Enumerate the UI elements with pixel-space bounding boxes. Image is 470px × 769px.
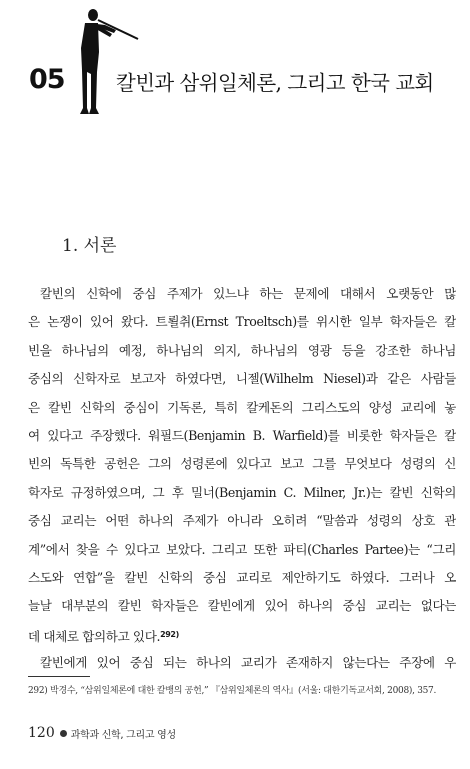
flute-player-silhouette-icon [70,8,140,114]
paragraph-line-text: 데 대체로 합의하고 있다. [28,628,161,644]
page-number: 120 [28,725,55,741]
paragraph-line: 중심의 신학자로 보고자 하였다면, 니젤(Wilhelm Niesel)과 같은 사람들 [28,371,456,387]
page-footer [28,725,176,741]
paragraph-line: 여 있다고 주장했다. 워필드(Benjamin B. Warfield)를 비롯한 학자들은 칼 [28,427,456,443]
paragraph-line: 칼빈의 신학에 중심 주제가 있느냐 하는 문제에 대해서 오랫동안 많 [40,286,456,301]
paragraph-line-last [28,621,456,649]
paragraph-line: 빈의 독특한 공헌은 그의 성령론에 있다고 보고 그를 무엇보다 성령의 신 [28,456,456,472]
paragraph-line: 빈을 하나님의 예정, 하나님의 의지, 하나님의 영광 등을 강조한 하나님 [28,342,456,358]
section-heading: 1. 서론 [62,236,117,256]
paragraph-line: 늘날 대부분의 칼빈 학자들은 칼빈에게 있어 하나의 중심 교리는 없다는 [28,598,456,614]
paragraph-line: 중심 교리는 어떤 하나의 주제가 아니라 오히려 “말씀과 성령의 상호 관 [28,513,456,529]
bullet-icon [60,730,67,737]
body-text [28,280,456,677]
paragraph-line: 스도와 연합”을 칼빈 신학의 중심 교리로 제안하기도 하였다. 그러나 오 [28,569,456,585]
chapter-title: 칼빈과 삼위일체론, 그리고 한국 교회 [116,71,434,95]
running-title: 과학과 신학, 그리고 영성 [70,729,176,741]
footnote: 292) 박경수, “삼위일체론에 대한 칼뱅의 공헌,” 『삼위일체론의 역사』(서울: 대한기독교서회, 2008), 357. [28,686,437,696]
footnote-reference[interactable]: 292) [160,629,179,639]
paragraph-line: 은 논쟁이 있어 왔다. 트뢸취(Ernst Troeltsch)를 위시한 일부 학자들은 칼 [28,314,456,330]
paragraph-line: 은 칼빈 신학의 중심이 기독론, 특히 칼케돈의 그리스도의 양성 교리에 놓 [28,399,456,415]
paragraph-line: 학자로 규정하였으며, 그 후 밀너(Benjamin C. Milner, Jr.)는 칼빈 신학의 [28,484,456,500]
paragraph-line: 계”에서 찾을 수 있다고 보았다. 그리고 또한 파티(Charles Partee)는 “그리 [28,541,456,557]
chapter-number: 05 [29,64,65,95]
footnote-divider [28,676,90,677]
paragraph-line: 칼빈에게 있어 중심 되는 하나의 교리가 존재하지 않는다는 주장에 우 [40,655,456,671]
